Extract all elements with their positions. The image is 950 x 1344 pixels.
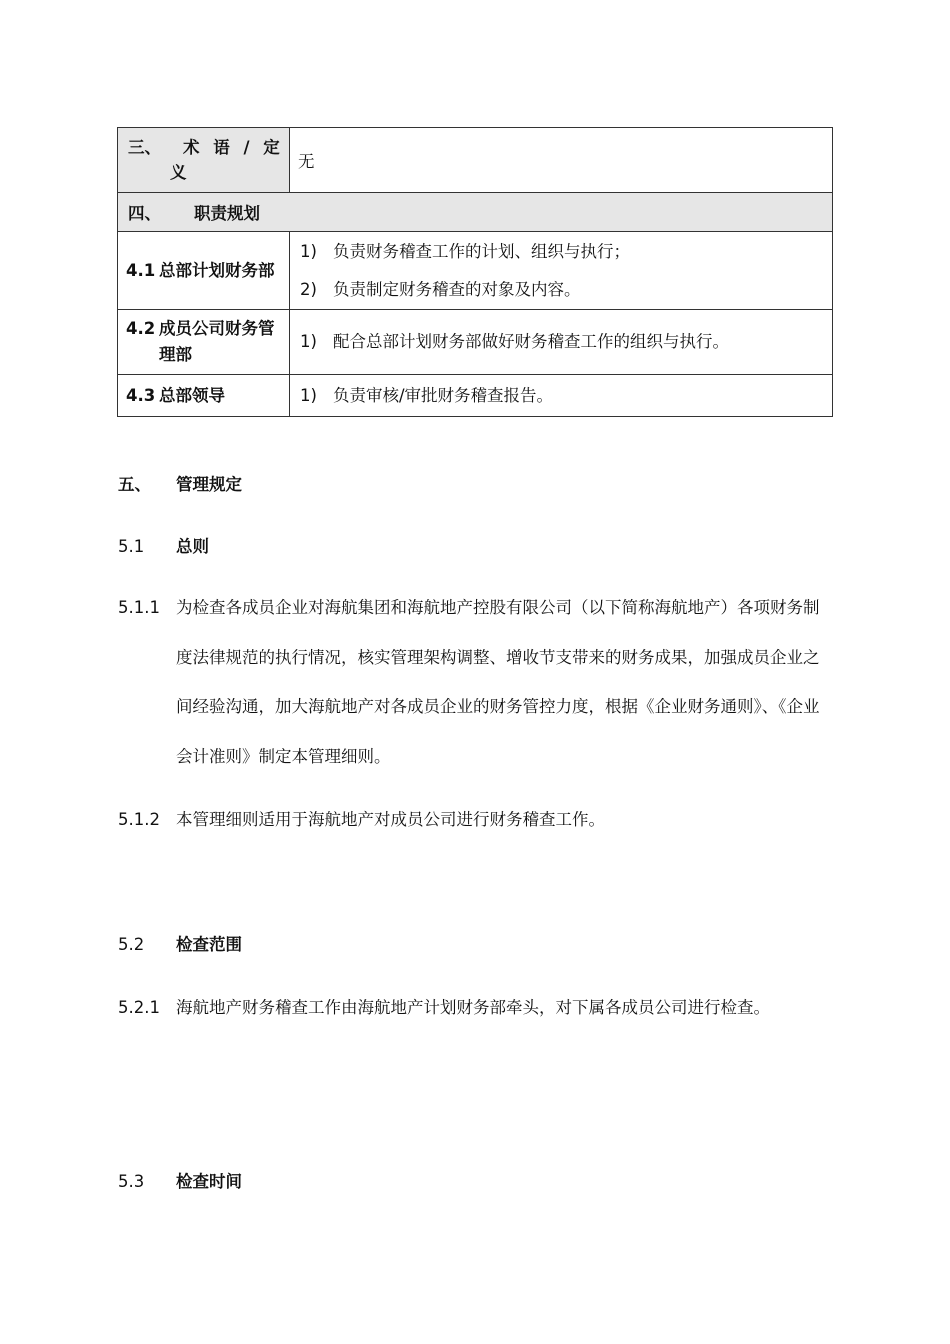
responsibility-item [300, 278, 824, 302]
terms-label: 术 语 / 定 [183, 138, 284, 157]
section-5-2-title: 检查范围 [176, 935, 242, 954]
responsibility-table [117, 127, 833, 417]
item-number: 1) [300, 385, 317, 405]
paragraph-number: 5.2.1 [118, 998, 160, 1017]
role-number: 4.3 [126, 385, 156, 405]
section-5-1-title: 总则 [176, 537, 209, 556]
responsibility-item [300, 330, 824, 354]
item-number: 1) [300, 241, 317, 261]
role-cell [118, 310, 290, 375]
section4-heading [118, 193, 833, 232]
section5-title: 管理规定 [176, 475, 242, 494]
item-text: 负责财务稽查工作的计划、组织与执行； [333, 241, 630, 261]
item-text: 负责审核/审批财务稽查报告。 [333, 385, 554, 405]
paragraph-5-1-2 [118, 808, 834, 845]
section-5-2-number: 5.2 [118, 935, 145, 954]
role-row-hq-leader [118, 375, 833, 417]
responsibility-cell [290, 375, 833, 417]
section5-heading [118, 473, 242, 497]
terms-label-cell [118, 128, 290, 193]
responsibility-item [300, 384, 824, 408]
paragraph-5-2-1 [118, 996, 834, 1033]
terms-value: 无 [290, 128, 833, 193]
role-name: 总部领导 [159, 385, 225, 405]
role-name: 成员公司财务管理部 [159, 319, 275, 364]
responsibility-cell [290, 310, 833, 375]
role-cell [118, 232, 290, 310]
role-name: 总部计划财务部 [159, 260, 275, 280]
paragraph-number: 5.1.1 [118, 598, 160, 617]
section-5-1-number: 5.1 [118, 537, 145, 556]
section-5-3-number: 5.3 [118, 1172, 145, 1191]
role-number: 4.2 [126, 319, 156, 338]
paragraph-5-1-1 [118, 596, 834, 781]
item-number: 1) [300, 332, 317, 351]
section-5-3-heading [118, 1170, 242, 1194]
responsibility-cell [290, 232, 833, 310]
section-5-2-heading [118, 933, 242, 957]
section-5-1-heading [118, 535, 209, 559]
item-text: 配合总部计划财务部做好财务稽查工作的组织与执行。 [333, 332, 729, 351]
role-row-hq-finance [118, 232, 833, 310]
section4-number: 四、 [128, 204, 161, 223]
paragraph-text: 本管理细则适用于海航地产对成员公司进行财务稽查工作。 [176, 810, 605, 830]
item-number: 2) [300, 279, 317, 299]
item-text: 负责制定财务稽查的对象及内容。 [333, 279, 581, 299]
paragraph-text: 为检查各成员企业对海航集团和海航地产控股有限公司（以下简称海航地产）各项财务制度法律规范的执行情况，核实管理架构调整、增收节支带来的财务成果，加强成员企业之间经验沟通，加大海航地产对各成员企业的财务管控力度，根据《企业财务通则》、《企业会计准则》制定本管理细则。 [176, 598, 820, 766]
section4-title: 职责规划 [194, 204, 260, 223]
section-5-3-title: 检查时间 [176, 1172, 242, 1191]
section4-row [118, 193, 833, 232]
section5-number: 五、 [118, 475, 151, 494]
role-row-member-finance [118, 310, 833, 375]
terms-row [118, 128, 833, 193]
terms-section-number: 三、 [128, 138, 161, 157]
responsibility-item [300, 240, 824, 264]
terms-label-continued: 义 [170, 163, 187, 182]
paragraph-text: 海航地产财务稽查工作由海航地产计划财务部牵头，对下属各成员公司进行检查。 [176, 998, 770, 1018]
role-cell [118, 375, 290, 417]
paragraph-number: 5.1.2 [118, 810, 160, 829]
role-number: 4.1 [126, 260, 156, 280]
